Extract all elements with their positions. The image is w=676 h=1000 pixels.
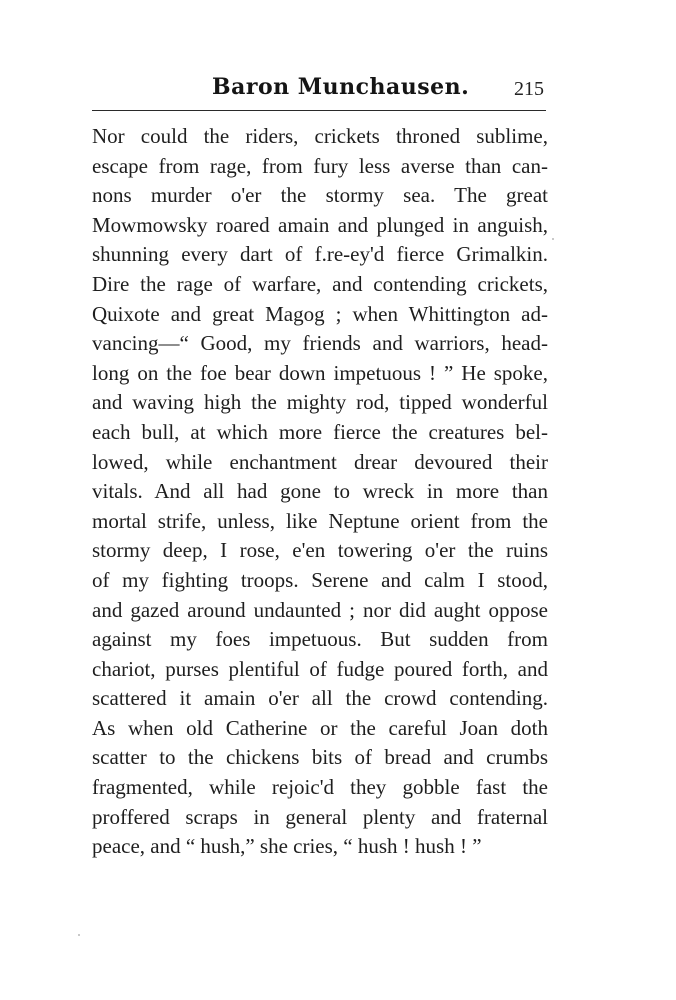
text-line: and gazed around undaunted ; nor did aught oppose <box>92 597 548 622</box>
text-line-last: peace, and “ hush,” she cries, “ hush ! hush ! ” <box>92 834 482 859</box>
header-rule <box>92 110 546 111</box>
running-title: Baron Munchausen. <box>212 74 470 100</box>
text-line: nons murder o'er the stormy sea. The great <box>92 183 548 208</box>
text-line: lowed, while enchantment drear devoured their <box>92 449 548 474</box>
text-line: vitals. And all had gone to wreck in more than <box>92 479 548 504</box>
text-line: As when old Catherine or the careful Joan doth <box>92 715 548 740</box>
paper-speck <box>552 238 554 240</box>
text-line: against my foes impetuous. But sudden from <box>92 627 548 652</box>
text-line: vancing—“ Good, my friends and warriors, head- <box>92 331 548 356</box>
text-line: stormy deep, I rose, e'en towering o'er the ruins <box>92 538 548 563</box>
body-text <box>92 122 548 862</box>
text-line: escape from rage, from fury less averse than can- <box>92 153 548 178</box>
text-line: mortal strife, unless, like Neptune orient from the <box>92 508 548 533</box>
text-line: Mowmowsky roared amain and plunged in anguish, <box>92 212 548 237</box>
text-line: long on the foe bear down impetuous ! ” He spoke, <box>92 360 548 385</box>
text-line: of my fighting troops. Serene and calm I stood, <box>92 567 548 592</box>
page-number: 215 <box>514 78 544 100</box>
text-line: proffered scraps in general plenty and fraternal <box>92 804 548 829</box>
text-line: fragmented, while rejoic'd they gobble fast the <box>92 775 548 800</box>
text-line: and waving high the mighty rod, tipped wonderful <box>92 390 548 415</box>
paper-speck <box>78 934 80 936</box>
text-line: scatter to the chickens bits of bread and crumbs <box>92 745 548 770</box>
text-line: shunning every dart of f.re-ey'd fierce Grimalkin. <box>92 242 548 267</box>
running-head <box>92 74 552 108</box>
text-line: chariot, purses plentiful of fudge poured forth, and <box>92 656 548 681</box>
text-line: Quixote and great Magog ; when Whittington ad- <box>92 301 548 326</box>
text-line: Dire the rage of warfare, and contending crickets, <box>92 271 548 296</box>
text-line: scattered it amain o'er all the crowd contending. <box>92 686 548 711</box>
text-line: each bull, at which more fierce the creatures bel- <box>92 419 548 444</box>
text-line: Nor could the riders, crickets throned sublime, <box>92 124 548 148</box>
